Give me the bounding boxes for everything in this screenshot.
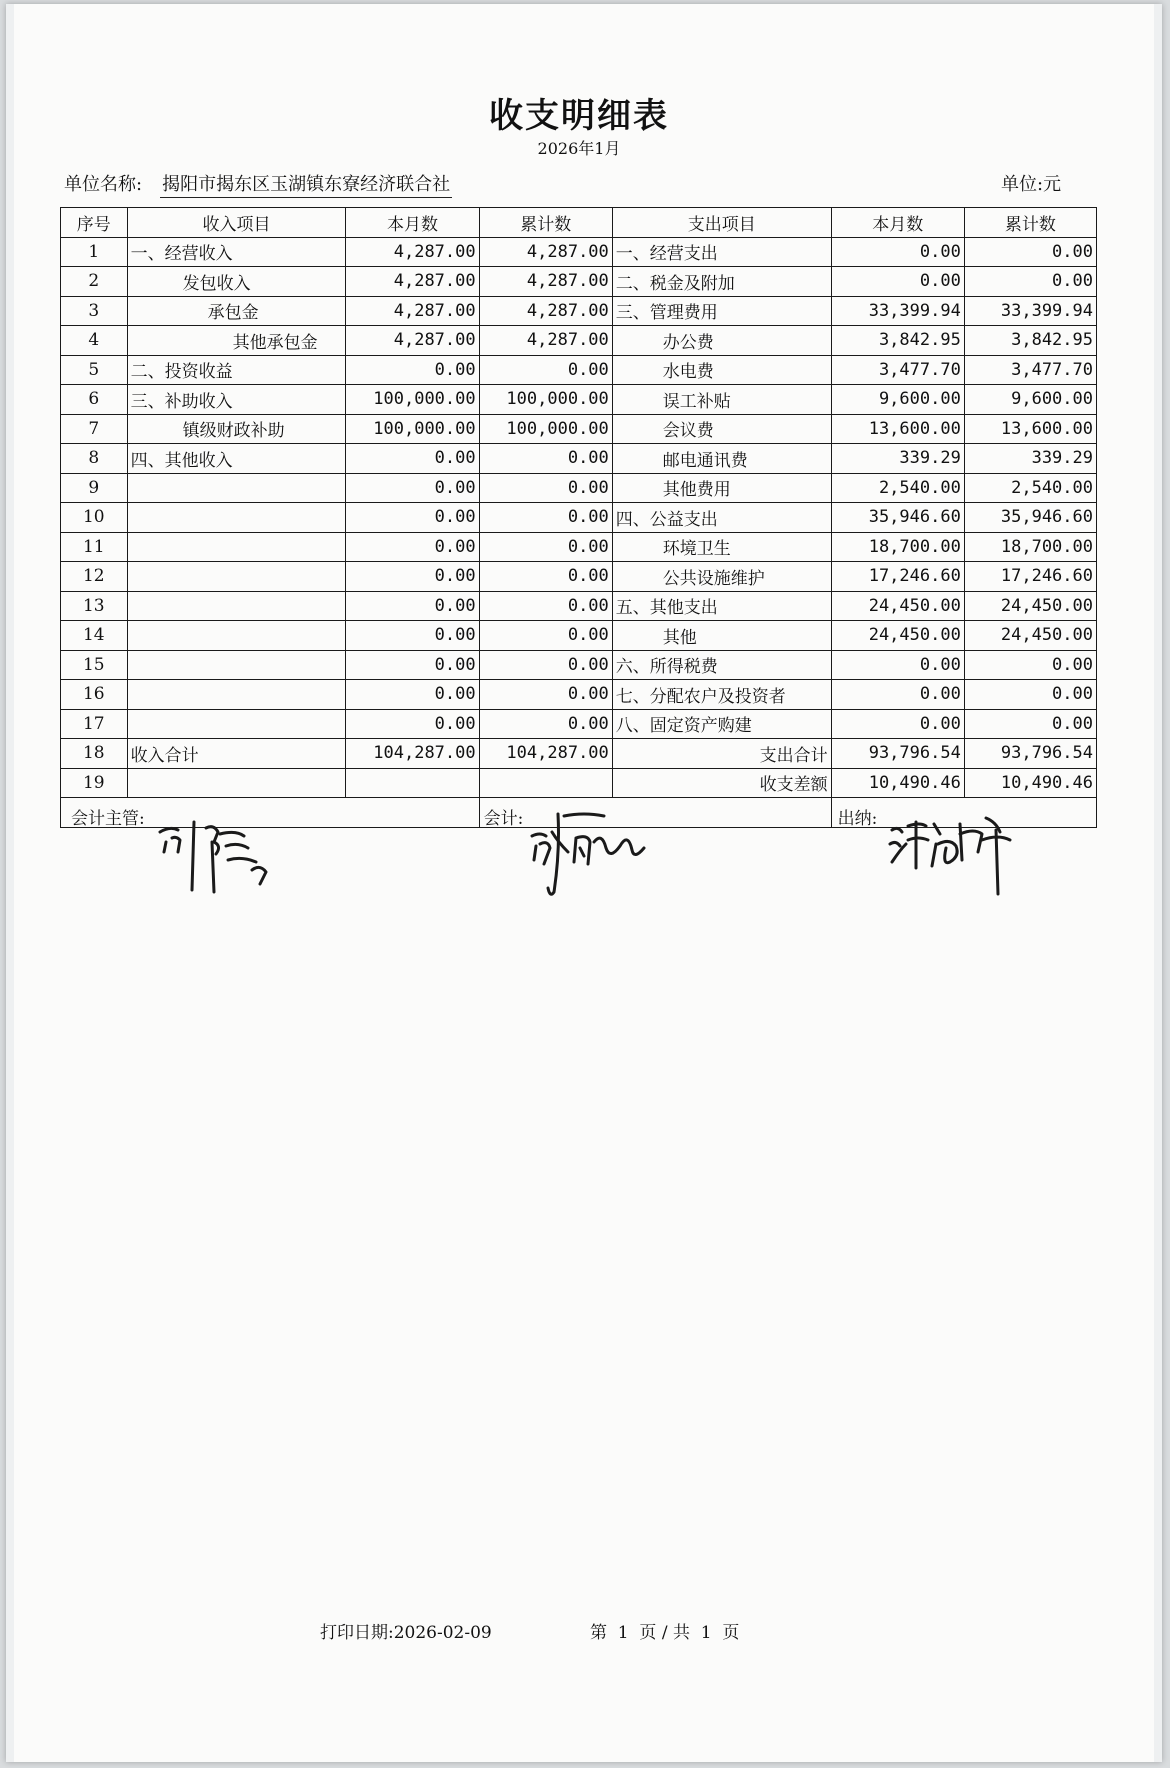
income-month-amount: 0.00 — [346, 562, 479, 592]
expense-item: 收支差额 — [612, 768, 831, 798]
row-number: 3 — [61, 296, 128, 326]
income-item — [127, 621, 346, 651]
row-number: 2 — [61, 267, 128, 297]
header-income-month: 本月数 — [346, 208, 479, 238]
expense-month-amount: 9,600.00 — [831, 385, 964, 415]
income-total-amount: 100,000.00 — [479, 414, 612, 444]
expense-month-amount: 0.00 — [831, 267, 964, 297]
income-item: 二、投资收益 — [127, 355, 346, 385]
expense-item: 四、公益支出 — [612, 503, 831, 533]
row-number: 6 — [61, 385, 128, 415]
expense-month-amount: 3,842.95 — [831, 326, 964, 356]
table-row — [61, 768, 1097, 798]
income-item: 承包金 — [127, 296, 346, 326]
expense-total-amount: 17,246.60 — [964, 562, 1096, 592]
income-month-amount: 0.00 — [346, 532, 479, 562]
row-number: 13 — [61, 591, 128, 621]
expense-total-amount: 10,490.46 — [964, 768, 1096, 798]
expense-item: 八、固定资产购建 — [612, 709, 831, 739]
expense-item: 三、管理费用 — [612, 296, 831, 326]
expense-month-amount: 0.00 — [831, 680, 964, 710]
expense-total-amount: 339.29 — [964, 444, 1096, 474]
table-row — [61, 444, 1097, 474]
expense-total-amount: 0.00 — [964, 237, 1096, 267]
expense-item: 其他费用 — [612, 473, 831, 503]
expense-total-amount: 2,540.00 — [964, 473, 1096, 503]
income-total-amount: 0.00 — [479, 680, 612, 710]
income-total-amount: 0.00 — [479, 562, 612, 592]
scan-edge-left — [6, 4, 14, 1762]
expense-month-amount: 33,399.94 — [831, 296, 964, 326]
table-header-row — [61, 208, 1097, 238]
income-total-amount: 0.00 — [479, 650, 612, 680]
row-number: 7 — [61, 414, 128, 444]
chief-label: 会计主管: — [71, 809, 145, 827]
expense-total-amount: 0.00 — [964, 650, 1096, 680]
income-item — [127, 591, 346, 621]
header-no: 序号 — [61, 208, 128, 238]
income-total-amount: 0.00 — [479, 503, 612, 533]
income-total-amount: 4,287.00 — [479, 237, 612, 267]
income-total-amount: 0.00 — [479, 591, 612, 621]
expense-total-amount: 24,450.00 — [964, 621, 1096, 651]
income-month-amount: 0.00 — [346, 591, 479, 621]
income-total-amount: 0.00 — [479, 444, 612, 474]
expense-total-amount: 3,477.70 — [964, 355, 1096, 385]
income-item: 其他承包金 — [127, 326, 346, 356]
expense-item: 环境卫生 — [612, 532, 831, 562]
cashier-label: 出纳: — [837, 809, 878, 827]
expense-item: 水电费 — [612, 355, 831, 385]
income-month-amount: 4,287.00 — [346, 326, 479, 356]
row-number: 8 — [61, 444, 128, 474]
income-item: 镇级财政补助 — [127, 414, 346, 444]
expense-item: 邮电通讯费 — [612, 444, 831, 474]
income-total-amount: 4,287.00 — [479, 267, 612, 297]
document-title: 收支明细表 — [489, 96, 669, 136]
income-month-amount: 0.00 — [346, 709, 479, 739]
income-item — [127, 680, 346, 710]
row-number: 12 — [61, 562, 128, 592]
expense-item: 误工补贴 — [612, 385, 831, 415]
income-total-amount: 100,000.00 — [479, 385, 612, 415]
income-total-amount: 0.00 — [479, 473, 612, 503]
signature-row — [61, 798, 1097, 828]
row-number: 19 — [61, 768, 128, 798]
income-month-amount: 0.00 — [346, 503, 479, 533]
income-month-amount: 0.00 — [346, 355, 479, 385]
income-total-amount: 4,287.00 — [479, 296, 612, 326]
accountant-label: 会计: — [483, 809, 524, 827]
table-row — [61, 709, 1097, 739]
income-month-amount: 4,287.00 — [346, 296, 479, 326]
income-item — [127, 562, 346, 592]
expense-month-amount: 35,946.60 — [831, 503, 964, 533]
table-row — [61, 326, 1097, 356]
header-expense-item: 支出项目 — [612, 208, 831, 238]
income-total-amount: 0.00 — [479, 709, 612, 739]
expense-month-amount: 13,600.00 — [831, 414, 964, 444]
table-row — [61, 355, 1097, 385]
income-month-amount: 0.00 — [346, 444, 479, 474]
expense-month-amount: 93,796.54 — [831, 739, 964, 769]
income-expense-table — [60, 207, 1097, 828]
income-total-amount — [479, 768, 612, 798]
income-item: 三、补助收入 — [127, 385, 346, 415]
income-month-amount: 0.00 — [346, 680, 479, 710]
row-number: 17 — [61, 709, 128, 739]
income-month-amount: 0.00 — [346, 650, 479, 680]
table-row — [61, 621, 1097, 651]
page-info: 第 1 页 / 共 1 页 — [590, 1623, 740, 1643]
header-income-total: 累计数 — [479, 208, 612, 238]
table-row — [61, 591, 1097, 621]
income-item: 收入合计 — [127, 739, 346, 769]
expense-month-amount: 3,477.70 — [831, 355, 964, 385]
expense-total-amount: 35,946.60 — [964, 503, 1096, 533]
expense-total-amount: 93,796.54 — [964, 739, 1096, 769]
expense-month-amount: 339.29 — [831, 444, 964, 474]
income-month-amount: 100,000.00 — [346, 385, 479, 415]
table-row — [61, 296, 1097, 326]
scan-edge-right — [1154, 4, 1162, 1762]
income-item — [127, 768, 346, 798]
unit-name-value: 揭阳市揭东区玉湖镇东寮经济联合社 — [160, 174, 452, 198]
income-item: 四、其他收入 — [127, 444, 346, 474]
row-number: 5 — [61, 355, 128, 385]
table-row — [61, 503, 1097, 533]
row-number: 18 — [61, 739, 128, 769]
expense-item: 六、所得税费 — [612, 650, 831, 680]
header-expense-month: 本月数 — [831, 208, 964, 238]
expense-month-amount: 2,540.00 — [831, 473, 964, 503]
expense-total-amount: 24,450.00 — [964, 591, 1096, 621]
income-month-amount: 0.00 — [346, 473, 479, 503]
expense-item: 二、税金及附加 — [612, 267, 831, 297]
print-date: 打印日期:2026-02-09 — [320, 1623, 492, 1643]
income-total-amount: 104,287.00 — [479, 739, 612, 769]
expense-month-amount: 17,246.60 — [831, 562, 964, 592]
unit-name-row — [64, 170, 452, 196]
income-total-amount: 0.00 — [479, 355, 612, 385]
document-sheet — [6, 4, 1162, 1762]
income-total-amount: 0.00 — [479, 532, 612, 562]
table-row — [61, 267, 1097, 297]
expense-month-amount: 24,450.00 — [831, 591, 964, 621]
row-number: 15 — [61, 650, 128, 680]
income-month-amount: 100,000.00 — [346, 414, 479, 444]
income-month-amount — [346, 768, 479, 798]
expense-total-amount: 33,399.94 — [964, 296, 1096, 326]
row-number: 9 — [61, 473, 128, 503]
expense-total-amount: 0.00 — [964, 709, 1096, 739]
expense-item: 七、分配农户及投资者 — [612, 680, 831, 710]
expense-total-amount: 18,700.00 — [964, 532, 1096, 562]
income-total-amount: 0.00 — [479, 621, 612, 651]
row-number: 10 — [61, 503, 128, 533]
income-month-amount: 4,287.00 — [346, 237, 479, 267]
expense-item: 支出合计 — [612, 739, 831, 769]
row-number: 14 — [61, 621, 128, 651]
expense-item: 公共设施维护 — [612, 562, 831, 592]
table-row — [61, 237, 1097, 267]
income-total-amount: 4,287.00 — [479, 326, 612, 356]
expense-total-amount: 0.00 — [964, 680, 1096, 710]
income-item: 一、经营收入 — [127, 237, 346, 267]
income-item — [127, 473, 346, 503]
table-row — [61, 739, 1097, 769]
table-row — [61, 532, 1097, 562]
expense-month-amount: 10,490.46 — [831, 768, 964, 798]
expense-month-amount: 0.00 — [831, 650, 964, 680]
report-period: 2026年1月 — [537, 139, 621, 158]
income-item — [127, 709, 346, 739]
income-month-amount: 0.00 — [346, 621, 479, 651]
expense-month-amount: 0.00 — [831, 237, 964, 267]
expense-item: 一、经营支出 — [612, 237, 831, 267]
table-row — [61, 680, 1097, 710]
currency-unit: 单位:元 — [1001, 174, 1062, 195]
chief-signature-cell — [61, 798, 480, 828]
expense-total-amount: 3,842.95 — [964, 326, 1096, 356]
table-row — [61, 562, 1097, 592]
unit-name-label: 单位名称: — [64, 174, 143, 195]
table-row — [61, 473, 1097, 503]
income-month-amount: 4,287.00 — [346, 267, 479, 297]
expense-month-amount: 24,450.00 — [831, 621, 964, 651]
table-row — [61, 650, 1097, 680]
header-expense-total: 累计数 — [964, 208, 1096, 238]
row-number: 4 — [61, 326, 128, 356]
expense-total-amount: 0.00 — [964, 267, 1096, 297]
accountant-signature-cell — [479, 798, 831, 828]
income-month-amount: 104,287.00 — [346, 739, 479, 769]
income-item — [127, 532, 346, 562]
income-item — [127, 650, 346, 680]
expense-month-amount: 0.00 — [831, 709, 964, 739]
header-income-item: 收入项目 — [127, 208, 346, 238]
table-row — [61, 414, 1097, 444]
expense-total-amount: 13,600.00 — [964, 414, 1096, 444]
cashier-signature-cell — [831, 798, 1096, 828]
row-number: 16 — [61, 680, 128, 710]
expense-item: 五、其他支出 — [612, 591, 831, 621]
expense-item: 会议费 — [612, 414, 831, 444]
expense-total-amount: 9,600.00 — [964, 385, 1096, 415]
row-number: 1 — [61, 237, 128, 267]
income-item — [127, 503, 346, 533]
income-item: 发包收入 — [127, 267, 346, 297]
table-row — [61, 385, 1097, 415]
expense-month-amount: 18,700.00 — [831, 532, 964, 562]
row-number: 11 — [61, 532, 128, 562]
expense-item: 办公费 — [612, 326, 831, 356]
expense-item: 其他 — [612, 621, 831, 651]
